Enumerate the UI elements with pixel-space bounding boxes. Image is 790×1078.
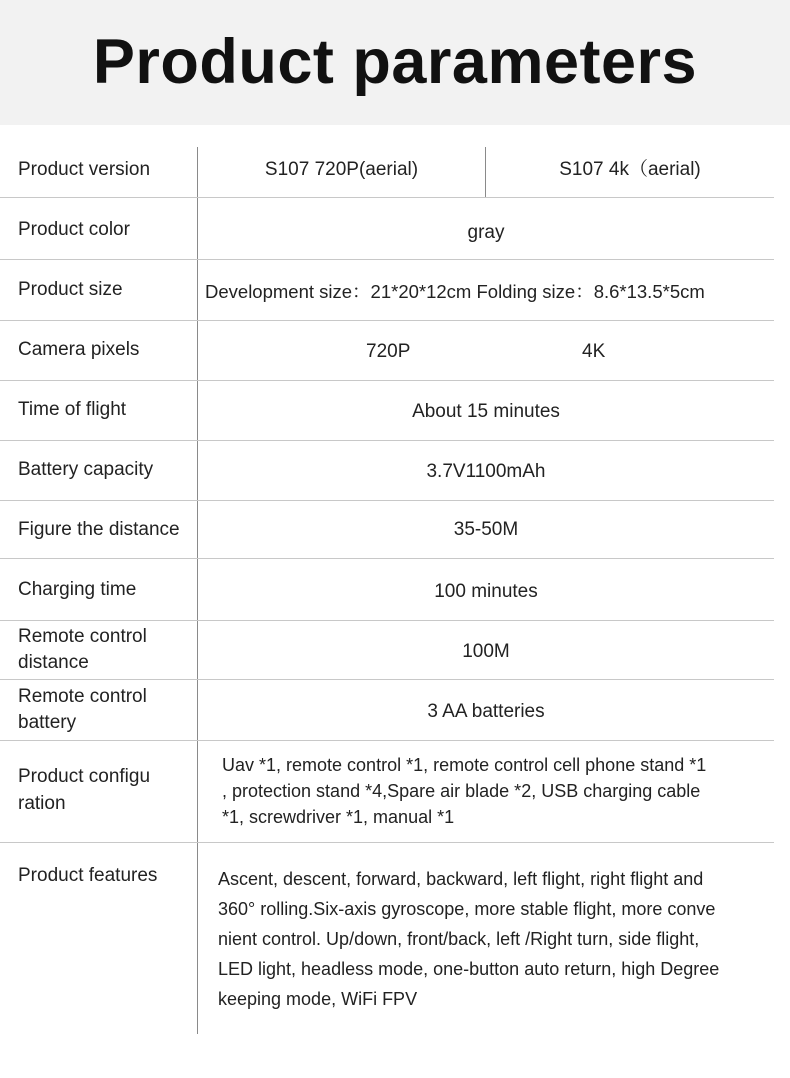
row-divider xyxy=(0,197,774,198)
configuration-line: *1, screwdriver *1, manual *1 xyxy=(222,807,455,827)
row-label: Time of flight xyxy=(18,399,127,420)
row-label: Figure the distance xyxy=(18,519,180,540)
charging-value: 100 minutes xyxy=(434,581,538,602)
row-divider xyxy=(0,380,774,381)
row-divider xyxy=(0,558,774,559)
row-label: Remote control xyxy=(18,686,147,707)
row-label: distance xyxy=(18,652,89,673)
row-divider xyxy=(0,259,774,260)
features-line: LED light, headless mode, one-button auto return, high Degree xyxy=(218,959,720,979)
row-divider xyxy=(0,500,774,501)
configuration-line: , protection stand *4,Spare air blade *2, USB charging cable xyxy=(222,781,701,801)
row-label: Camera pixels xyxy=(18,339,140,360)
row-divider xyxy=(0,740,774,741)
version-4k-value: S107 4k（aerial) xyxy=(559,159,701,180)
flight-time-value: About 15 minutes xyxy=(412,401,560,422)
remote-battery-value: 3 AA batteries xyxy=(427,701,545,722)
page-title: Product parameters xyxy=(92,27,698,97)
remote-distance-value: 100M xyxy=(462,641,510,662)
row-divider xyxy=(0,679,774,680)
pixels-4k-value: 4K xyxy=(582,341,606,362)
row-label: Product version xyxy=(18,159,151,180)
features-line: 360° rolling.Six-axis gyroscope, more stable flight, more conve xyxy=(218,899,716,919)
features-line: keeping mode, WiFi FPV xyxy=(218,989,418,1009)
row-label: Product size xyxy=(18,279,123,300)
row-label: Product features xyxy=(18,865,158,886)
row-divider xyxy=(0,440,774,441)
distance-value: 35-50M xyxy=(453,519,519,540)
color-value: gray xyxy=(467,222,505,243)
row-label: Product configu xyxy=(18,766,151,787)
configuration-line: Uav *1, remote control *1, remote control cell phone stand *1 xyxy=(222,755,707,775)
version-720p-value: S107 720P(aerial) xyxy=(264,159,419,180)
row-label: battery xyxy=(18,712,77,733)
pixels-720p-value: 720P xyxy=(366,341,411,362)
row-label: Charging time xyxy=(18,579,137,600)
battery-value: 3.7V1100mAh xyxy=(426,461,546,482)
row-divider xyxy=(0,320,774,321)
features-line: nient control. Up/down, front/back, left /Right turn, side flight, xyxy=(218,929,700,949)
features-line: Ascent, descent, forward, backward, left flight, right flight and xyxy=(218,869,704,889)
row-label: Remote control xyxy=(18,626,147,647)
row-divider xyxy=(0,620,774,621)
size-value: Development size：21*20*12cm Folding size：8.6*13.5*5cm xyxy=(205,281,705,302)
row-label: ration xyxy=(18,793,66,814)
row-label: Product color xyxy=(18,219,130,240)
row-divider xyxy=(0,842,774,843)
row-label: Battery capacity xyxy=(18,459,154,480)
